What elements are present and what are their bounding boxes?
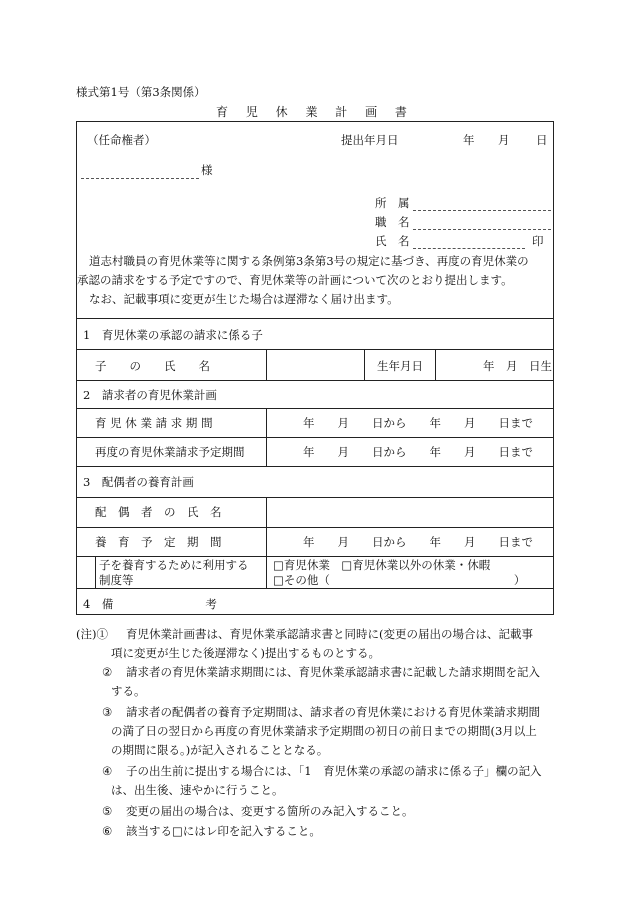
section-3-heading: 3 配偶者の養育計画 <box>83 475 194 489</box>
note-5-line-1: 変更の届出の場合は、変更する箇所のみ記入すること。 <box>126 804 414 818</box>
note-1-line-1: 育児休業計画書は、育児休業承認請求書と同時に(変更の届出の場合は、記載事 <box>126 627 533 641</box>
body-text-line-3: なお、記載事項に変更が生じた場合は遅滞なく届け出ます。 <box>89 292 399 306</box>
leave-period-label: 育 児 休 業 請 求 期 間 <box>95 416 213 430</box>
note-6-prefix: ⑥ <box>102 824 113 838</box>
care-period-value: 年 月 日から 年 月 日まで <box>303 535 533 549</box>
note-4-line-2: は、出生後、速やかに行うこと。 <box>111 783 284 797</box>
child-name-label: 子 の 氏 名 <box>95 359 210 373</box>
note-2-prefix: ② <box>102 665 113 679</box>
addressee-field[interactable] <box>81 178 199 179</box>
planned-period-value: 年 月 日から 年 月 日まで <box>303 445 533 459</box>
date-year: 年 <box>463 133 475 147</box>
note-3-line-2: の満了日の翌日から再度の育児休業請求予定期間の初日の前日までの期間(3月以上 <box>111 724 537 738</box>
affiliation-field[interactable] <box>413 210 551 211</box>
name-field[interactable] <box>413 248 525 249</box>
seal-mark: 印 <box>532 234 544 248</box>
affiliation-label: 所 属 <box>375 196 410 210</box>
date-day: 日 <box>536 133 548 147</box>
note-4-prefix: ④ <box>102 764 113 778</box>
body-text-line-1: 道志村職員の育児休業等に関する条例第3条第3号の規定に基づき、再度の育児休業の <box>89 254 529 268</box>
note-3-line-1: 請求者の配偶者の養育予定期間は、請求者の育児休業における育児休業請求期間 <box>126 705 540 719</box>
note-1-line-2: 項に変更が生じた後遅滞なく)提出するものとする。 <box>111 646 380 660</box>
section-4-heading: 4 備 考 <box>83 597 217 611</box>
note-3-prefix: ③ <box>102 705 113 719</box>
note-2-line-1: 請求者の育児休業請求期間には、育児休業承認請求書に記載した請求期間を記入 <box>126 665 540 679</box>
birth-date-label: 生年月日 <box>377 359 423 373</box>
option-checkboxes-line-1[interactable]: □育児休業 □育児休業以外の休業・休暇 <box>273 558 491 572</box>
section-2-heading: 2 請求者の育児休業計画 <box>83 388 217 402</box>
note-1-prefix: (注)① <box>76 627 108 641</box>
position-label: 職 名 <box>375 215 410 229</box>
body-text-line-2: 承認の請求をする予定ですので、育児休業等の計画について次のとおり提出します。 <box>77 273 513 287</box>
note-6-line-1: 該当する□にはレ印を記入すること。 <box>126 824 321 838</box>
note-4-line-1: 子の出生前に提出する場合には、「1 育児休業の承認の請求に係る子」欄の記入 <box>126 764 542 778</box>
note-5-prefix: ⑤ <box>102 804 113 818</box>
name-label: 氏 名 <box>375 234 410 248</box>
planned-period-label: 再度の育児休業請求予定期間 <box>95 445 245 459</box>
section-1-heading: 1 育児休業の承認の請求に係る子 <box>83 328 263 342</box>
note-2-line-2: する。 <box>111 684 146 698</box>
option-checkboxes-line-2[interactable]: □その他（ ） <box>273 573 526 587</box>
sama-honorific: 様 <box>201 163 213 177</box>
form-frame <box>76 121 554 615</box>
leave-period-value: 年 月 日から 年 月 日まで <box>303 416 533 430</box>
appointer-label: （任命権者） <box>87 133 156 147</box>
position-field[interactable] <box>413 229 551 230</box>
form-number: 様式第1号（第3条関係） <box>76 85 206 99</box>
document-title: 育 児 休 業 計 画 書 <box>216 105 414 119</box>
system-label-line-2: 制度等 <box>99 573 134 587</box>
care-period-label: 養 育 予 定 期 間 <box>95 535 222 549</box>
system-label-line-1: 子を養育するために利用する <box>99 558 249 572</box>
submission-date-label: 提出年月日 <box>341 133 399 147</box>
note-3-line-3: の期間に限る。)が記入されることとなる。 <box>111 743 329 757</box>
date-month: 月 <box>498 133 510 147</box>
spouse-name-label: 配 偶 者 の 氏 名 <box>95 505 222 519</box>
birth-date-value: 年 月 日生 <box>483 359 552 373</box>
